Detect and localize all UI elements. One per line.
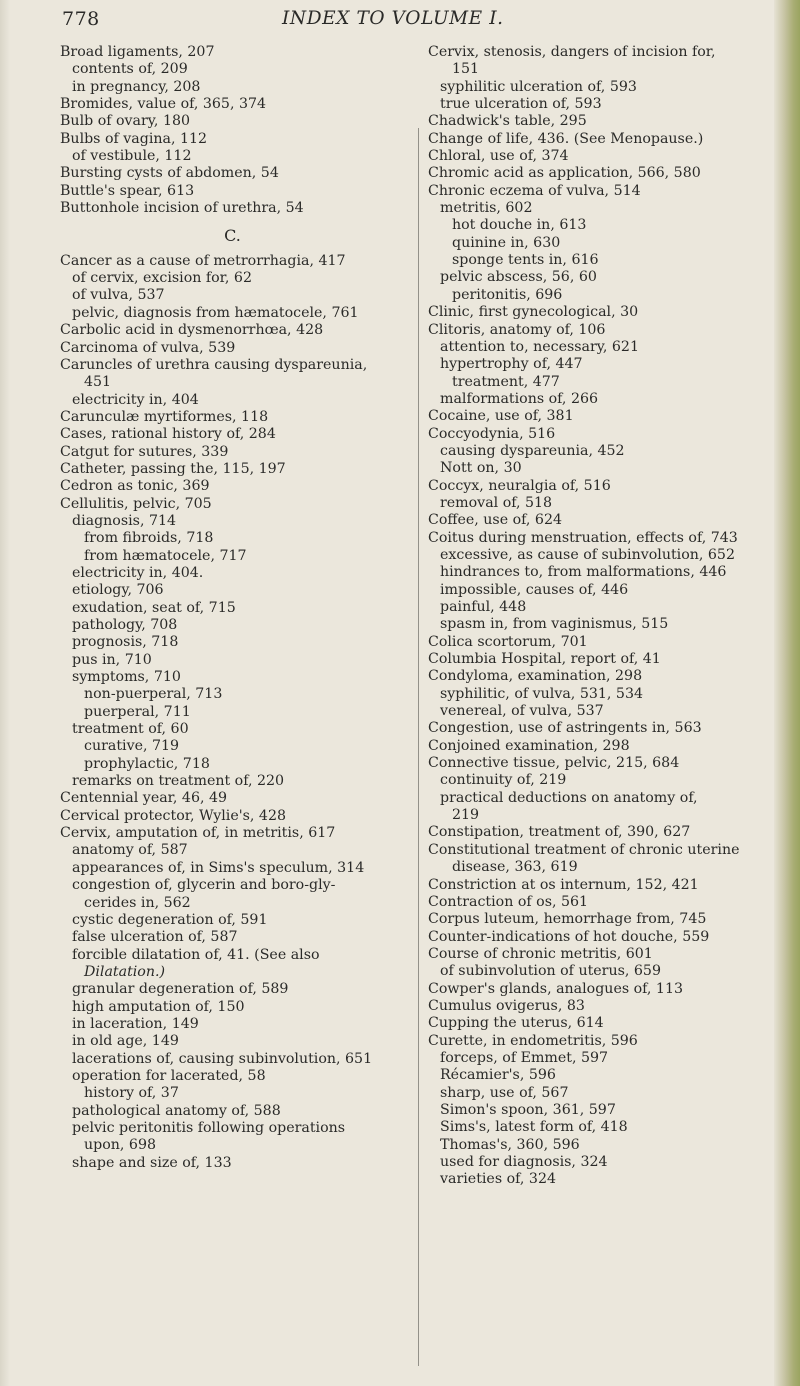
- index-entry: Cedron as tonic, 369: [60, 478, 210, 495]
- index-entry: operation for lacerated, 58: [72, 1067, 266, 1084]
- index-entry: metritis, 602: [440, 200, 533, 217]
- index-entry: Cupping the uterus, 614: [428, 1015, 604, 1032]
- index-entry: Carunculæ myrtiformes, 118: [60, 408, 269, 425]
- index-entry: Caruncles of urethra causing dyspareunia,: [60, 356, 368, 373]
- index-entry: Récamier's, 596: [440, 1067, 556, 1084]
- index-entry: hindrances to, from malformations, 446: [440, 564, 727, 581]
- index-entry: Carbolic acid in dysmenorrhœa, 428: [60, 322, 324, 339]
- index-entries-c: [60, 253, 405, 1172]
- section-letter: C.: [224, 226, 241, 246]
- index-entry: false ulceration of, 587: [72, 929, 238, 946]
- index-entry: etiology, 706: [72, 582, 164, 599]
- index-entry: Cervix, stenosis, dangers of incision for,: [428, 44, 716, 60]
- index-entry: excessive, as cause of subinvolution, 652: [440, 546, 735, 563]
- index-entry: Connective tissue, pelvic, 215, 684: [428, 755, 680, 772]
- index-entry: Carcinoma of vulva, 539: [60, 339, 236, 356]
- index-entry: anatomy of, 587: [72, 842, 188, 859]
- index-entries-c-continued: [428, 44, 773, 1189]
- index-entry: pathological anatomy of, 588: [72, 1102, 281, 1119]
- page-header: [0, 8, 800, 38]
- index-column-right: [428, 44, 773, 1189]
- index-entry: Centennial year, 46, 49: [60, 790, 228, 807]
- index-entry: Cumulus ovigerus, 83: [428, 997, 585, 1014]
- index-entry: pelvic abscess, 56, 60: [440, 269, 597, 286]
- index-entry: remarks on treatment of, 220: [72, 773, 285, 790]
- index-entry: granular degeneration of, 589: [72, 981, 289, 998]
- index-entry: Conjoined examination, 298: [428, 737, 630, 754]
- index-entry: Course of chronic metritis, 601: [428, 945, 653, 962]
- index-entry: Colica scortorum, 701: [428, 633, 588, 650]
- index-entry: Coccyx, neuralgia of, 516: [428, 477, 611, 494]
- index-entry: 219: [452, 807, 480, 824]
- index-entry: disease, 363, 619: [452, 859, 578, 876]
- index-entry: varieties of, 324: [440, 1171, 557, 1188]
- index-entry: Catgut for sutures, 339: [60, 443, 229, 460]
- index-entry: Constipation, treatment of, 390, 627: [428, 824, 691, 841]
- index-entry: true ulceration of, 593: [440, 96, 602, 113]
- index-entry: Cervical protector, Wylie's, 428: [60, 807, 287, 824]
- index-entry: from fibroids, 718: [84, 530, 214, 547]
- index-entry: cystic degeneration of, 591: [72, 911, 268, 928]
- index-entry: Simon's spoon, 361, 597: [440, 1101, 616, 1118]
- index-entry: appearances of, in Sims's speculum, 314: [72, 859, 365, 876]
- index-entry: Chloral, use of, 374: [428, 148, 569, 165]
- index-entry: removal of, 518: [440, 494, 553, 511]
- index-entry: Coffee, use of, 624: [428, 512, 562, 529]
- index-entry: forceps, of Emmet, 597: [440, 1049, 609, 1066]
- page-number: 778: [62, 8, 100, 30]
- index-entry: Constriction at os internum, 152, 421: [428, 876, 699, 893]
- index-entry: of subinvolution of uterus, 659: [440, 963, 661, 980]
- index-entry: Clinic, first gynecological, 30: [428, 304, 639, 321]
- index-entry: Thomas's, 360, 596: [440, 1136, 580, 1153]
- index-entry: contents of, 209: [72, 61, 188, 78]
- index-entry: Chromic acid as application, 566, 580: [428, 165, 701, 182]
- index-entry: Broad ligaments, 207: [60, 44, 215, 60]
- index-entry: Catheter, passing the, 115, 197: [60, 460, 286, 477]
- index-entry: Cervix, amputation of, in metritis, 617: [60, 825, 336, 842]
- index-entry: Corpus luteum, hemorrhage from, 745: [428, 911, 707, 928]
- index-entry: puerperal, 711: [84, 703, 191, 720]
- index-entry: sponge tents in, 616: [452, 252, 599, 269]
- index-entry: Cellulitis, pelvic, 705: [60, 495, 212, 512]
- running-title: INDEX TO VOLUME I.: [282, 8, 504, 29]
- index-entry: diagnosis, 714: [72, 512, 177, 529]
- index-entry: Cocaine, use of, 381: [428, 408, 574, 425]
- index-entry: treatment of, 60: [72, 721, 189, 738]
- index-entry: in laceration, 149: [72, 1015, 199, 1032]
- index-entry: Bulb of ovary, 180: [60, 113, 191, 130]
- index-entry: sharp, use of, 567: [440, 1084, 569, 1101]
- index-entry: high amputation of, 150: [72, 998, 245, 1015]
- index-entry: syphilitic ulceration of, 593: [440, 78, 637, 95]
- index-entry: quinine in, 630: [452, 234, 561, 251]
- index-entry: Dilatation.): [84, 963, 166, 980]
- index-entry: spasm in, from vaginismus, 515: [440, 616, 669, 633]
- index-entry: Clitoris, anatomy of, 106: [428, 321, 606, 338]
- index-entry: forcible dilatation of, 41. (See also: [72, 946, 320, 963]
- index-entry: pathology, 708: [72, 617, 178, 633]
- index-entries-b: [60, 44, 405, 217]
- index-entry: painful, 448: [440, 599, 527, 615]
- index-entry: Counter-indications of hot douche, 559: [428, 928, 710, 945]
- index-entry: non-puerperal, 713: [84, 686, 223, 703]
- index-entry: malformations of, 266: [440, 390, 599, 407]
- index-entry: Columbia Hospital, report of, 41: [428, 651, 661, 668]
- index-entry: pus in, 710: [72, 651, 152, 668]
- index-entry: from hæmatocele, 717: [84, 547, 247, 564]
- index-entry: prophylactic, 718: [84, 755, 210, 772]
- index-entry: shape and size of, 133: [72, 1154, 232, 1171]
- index-entry: Condyloma, examination, 298: [428, 668, 643, 685]
- index-entry: congestion of, glycerin and boro-gly-: [72, 877, 336, 894]
- index-column-left: [60, 44, 405, 1172]
- index-entry: hypertrophy of, 447: [440, 356, 583, 373]
- index-entry: peritonitis, 696: [452, 286, 563, 303]
- index-entry: cerides in, 562: [84, 894, 191, 911]
- index-entry: electricity in, 404: [72, 391, 199, 408]
- index-entry: Coitus during menstruation, effects of, 743: [428, 529, 738, 546]
- index-entry: Coccyodynia, 516: [428, 425, 556, 442]
- index-entry: symptoms, 710: [72, 669, 181, 686]
- index-entry: Cases, rational history of, 284: [60, 426, 276, 443]
- index-entry: in old age, 149: [72, 1033, 179, 1050]
- index-entry: continuity of, 219: [440, 772, 567, 789]
- index-entry: Bulbs of vagina, 112: [60, 130, 208, 147]
- index-entry: attention to, necessary, 621: [440, 338, 639, 355]
- index-entry: Congestion, use of astringents in, 563: [428, 720, 702, 737]
- index-entry: Contraction of os, 561: [428, 893, 589, 910]
- index-entry: treatment, 477: [452, 373, 560, 390]
- index-entry: Buttle's spear, 613: [60, 182, 195, 199]
- index-entry: hot douche in, 613: [452, 217, 587, 234]
- page-gutter-shadow: [0, 0, 10, 1386]
- index-entry: in pregnancy, 208: [72, 78, 201, 95]
- column-divider: [418, 128, 419, 1366]
- index-entry: causing dyspareunia, 452: [440, 442, 625, 459]
- index-entry: practical deductions on anatomy of,: [440, 789, 698, 806]
- index-entry: Chadwick's table, 295: [428, 113, 587, 130]
- index-entry: Nott on, 30: [440, 460, 522, 477]
- index-entry: of vestibule, 112: [72, 148, 192, 165]
- index-entry: history of, 37: [84, 1085, 179, 1102]
- index-entry: pelvic, diagnosis from hæmatocele, 761: [72, 304, 359, 321]
- index-entry: Change of life, 436. (See Menopause.): [428, 130, 704, 147]
- index-entry: pelvic peritonitis following operations: [72, 1119, 346, 1136]
- index-entry: lacerations of, causing subinvolution, 651: [72, 1050, 373, 1067]
- index-entry: used for diagnosis, 324: [440, 1154, 608, 1170]
- index-entry: 451: [84, 374, 112, 391]
- index-entry: of cervix, excision for, 62: [72, 270, 252, 287]
- index-entry: venereal, of vulva, 537: [440, 703, 604, 720]
- index-entry: Bromides, value of, 365, 374: [60, 96, 267, 113]
- index-entry: upon, 698: [84, 1137, 156, 1154]
- index-entry: Sims's, latest form of, 418: [440, 1119, 628, 1136]
- index-entry: Chronic eczema of vulva, 514: [428, 182, 641, 199]
- index-entry: of vulva, 537: [72, 287, 165, 304]
- page-edge: [774, 0, 800, 1386]
- index-entry: Curette, in endometritis, 596: [428, 1032, 638, 1049]
- index-entry: Cancer as a cause of metrorrhagia, 417: [60, 252, 346, 269]
- index-entry: electricity in, 404.: [72, 564, 204, 581]
- index-entry: prognosis, 718: [72, 634, 179, 651]
- index-entry: curative, 719: [84, 738, 180, 755]
- index-entry: Constitutional treatment of chronic uterine: [428, 841, 740, 858]
- index-entry: Bursting cysts of abdomen, 54: [60, 165, 279, 182]
- index-entry: Buttonhole incision of urethra, 54: [60, 200, 304, 217]
- index-entry: Cowper's glands, analogues of, 113: [428, 980, 684, 997]
- index-entry: syphilitic, of vulva, 531, 534: [440, 685, 643, 702]
- index-entry: exudation, seat of, 715: [72, 599, 236, 616]
- index-entry: impossible, causes of, 446: [440, 581, 629, 598]
- index-entry: 151: [452, 61, 480, 78]
